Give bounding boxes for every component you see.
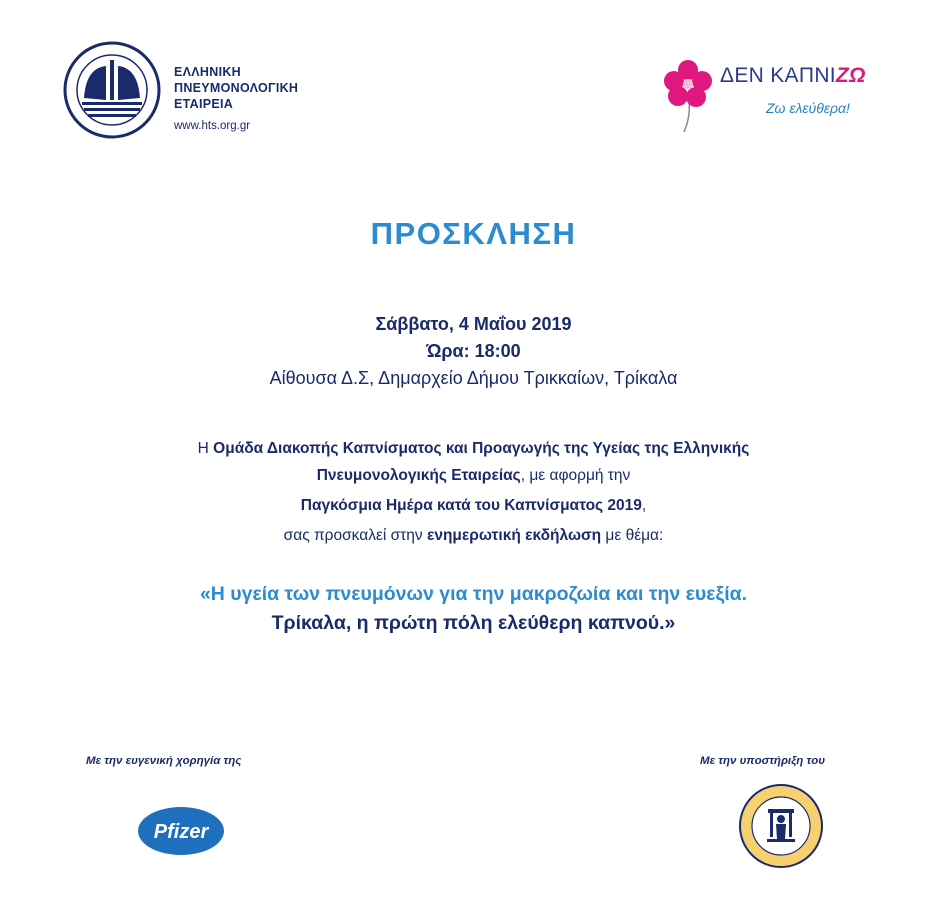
invitation-title: ΠΡΟΣΚΛΗΣΗ xyxy=(370,216,577,251)
trikala-municipality-seal xyxy=(738,783,824,869)
event-theme-line-2: Τρίκαλα, η πρώτη πόλη ελεύθερη καπνού.» xyxy=(271,612,676,634)
pfizer-wordmark: Pfizer xyxy=(153,821,209,843)
event-time: Ώρα: 18:00 xyxy=(426,341,521,361)
campaign-title-accent: ΖΩ xyxy=(835,64,866,87)
body-bold-text: Πνευμονολογικής Εταιρείας xyxy=(316,467,521,484)
body-bold-text: Ομάδα Διακοπής Καπνίσματος και Προαγωγής της Υγείας της Ελληνικής xyxy=(213,440,750,457)
campaign-title-main: ΔΕΝ ΚΑΠΝΙ xyxy=(720,64,836,87)
sponsor-label: Με την ευγενική χορηγία της xyxy=(86,755,242,767)
support-label: Με την υποστήριξη του xyxy=(700,755,826,767)
pfizer-logo xyxy=(136,805,226,857)
body-text: , xyxy=(641,497,647,514)
hts-seal-logo xyxy=(62,40,162,140)
body-line-3 xyxy=(0,497,947,515)
body-text: σας προσκαλεί στην xyxy=(283,527,427,544)
body-text: με θέμα: xyxy=(601,527,664,544)
body-line-2 xyxy=(0,467,947,485)
body-bold-text: ενημερωτική εκδήλωση xyxy=(426,527,602,544)
event-venue: Αίθουσα Δ.Σ, Δημαρχείο Δήμου Τρικκαίων, Τρίκαλα xyxy=(269,368,678,388)
body-text: Η xyxy=(197,440,214,457)
campaign-title xyxy=(720,64,866,88)
society-name xyxy=(174,64,298,112)
body-line-1 xyxy=(0,440,947,458)
society-name-line-3: ΕΤΑΙΡΕΙΑ xyxy=(174,97,234,111)
body-line-4 xyxy=(0,527,947,545)
body-bold-text: Παγκόσμια Ημέρα κατά του Καπνίσματος 2019 xyxy=(300,497,642,514)
society-name-line-2: ΠΝΕΥΜΟΝΟΛΟΓΙΚΗ xyxy=(174,81,299,95)
event-date: Σάββατο, 4 Μαΐου 2019 xyxy=(375,314,572,334)
event-theme-line-1: «Η υγεία των πνευμόνων για την μακροζωία και την ευεξία. xyxy=(199,583,748,605)
body-text: , με αφορμή την xyxy=(520,467,631,484)
society-url-link[interactable]: www.hts.org.gr xyxy=(174,120,251,132)
society-name-line-1: ΕΛΛΗΝΙΚΗ xyxy=(174,65,241,79)
campaign-slogan: Ζω ελεύθερα! xyxy=(766,100,850,116)
